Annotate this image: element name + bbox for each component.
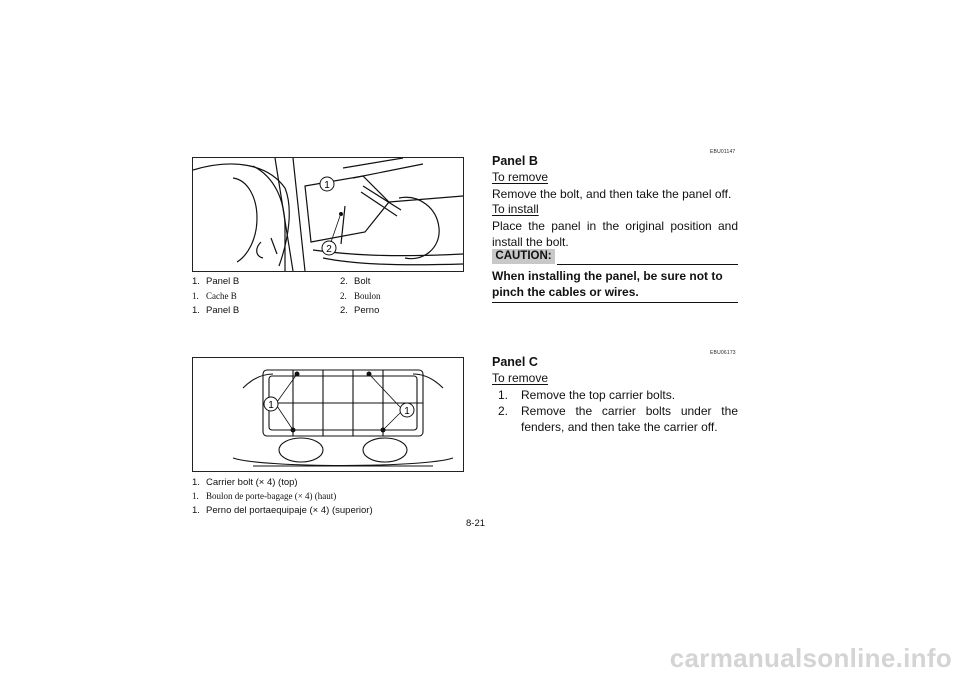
section-b-code: EBU01147 [710, 149, 736, 155]
step-1-number: 1. [498, 388, 509, 402]
section-b-install-text: Place the panel in the original position and install the bolt. [492, 219, 738, 249]
caption-es-num-1: 1. [192, 305, 200, 316]
caption-en-num-2: 2. [340, 276, 348, 287]
caption2-en-num: 1. [192, 477, 200, 488]
section-b-title: Panel B [492, 154, 538, 168]
caption-fr-cache-b: Cache B [206, 291, 237, 301]
caution-label: CAUTION: [492, 249, 555, 264]
caution-text: When installing the panel, be sure not to pinch the cables or wires. [492, 269, 723, 299]
page-number: 8-21 [466, 518, 486, 529]
section-c-code: EBU06173 [710, 350, 736, 356]
caption-en-num-1: 1. [192, 276, 200, 287]
watermark: carmanualsonline.info [669, 643, 952, 673]
figure-panel-b [192, 157, 464, 272]
caption-fr-boulon: Boulon [354, 291, 381, 301]
step-2-number: 2. [498, 404, 509, 418]
section-c-title: Panel C [492, 355, 538, 369]
section-c-remove-heading: To remove [492, 371, 549, 385]
caption-es-num-2: 2. [340, 305, 348, 316]
section-b-remove-heading: To remove [492, 170, 549, 184]
step-item [498, 403, 738, 435]
carrier-illustration [193, 358, 463, 471]
figure-carrier-bolts [192, 357, 464, 472]
step-2-text: Remove the carrier bolts under the fenders, and then take the carrier off. [521, 404, 738, 434]
caption-fr-num-1: 1. [192, 291, 199, 301]
caption-es-panel-b: Panel B [206, 305, 240, 316]
section-b-install-heading: To install [492, 202, 539, 216]
caption2-en-text: Carrier bolt (× 4) (top) [206, 477, 298, 488]
figure2-callout-right: 1 [404, 406, 410, 417]
figure2-callout-left: 1 [268, 400, 274, 411]
figure1-callout-2: 2 [326, 244, 332, 255]
caption-fr-num-2: 2. [340, 291, 347, 301]
section-b-remove-text: Remove the bolt, and then take the panel off. [492, 187, 732, 201]
panel-b-illustration [193, 158, 463, 271]
bolt-icon [339, 212, 343, 216]
caption-es-perno: Perno [354, 305, 380, 316]
caption2-es-num: 1. [192, 505, 200, 516]
caption2-fr-num: 1. [192, 491, 199, 501]
caution-bottom-rule [492, 302, 738, 303]
caption-en-bolt: Bolt [354, 276, 371, 287]
caption2-fr-text: Boulon de porte-bagage (× 4) (haut) [206, 491, 337, 501]
caption2-es-text: Perno del portaequipaje (× 4) (superior) [206, 505, 373, 516]
figure1-callout-1: 1 [324, 180, 330, 191]
step-1-text: Remove the top carrier bolts. [521, 388, 676, 402]
caption-en-panel-b: Panel B [206, 276, 240, 287]
caution-top-rule [557, 264, 738, 265]
